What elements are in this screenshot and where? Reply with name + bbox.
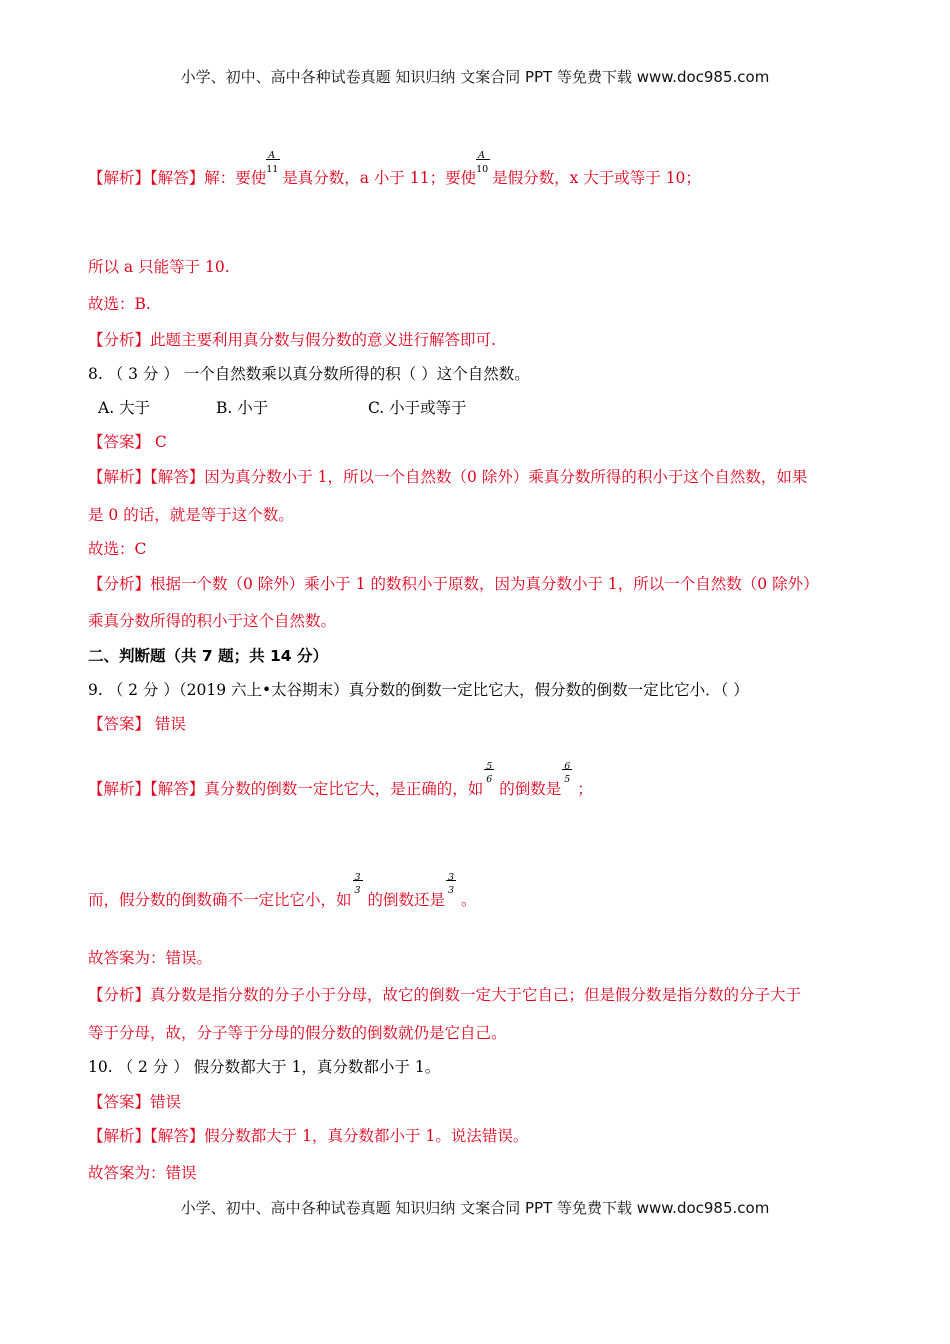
q9-analysis-a: 【解析】【解答】真分数的倒数一定比它大，是正确的，如	[88, 780, 484, 798]
section-heading: 二、判断题（共 7 题；共 14 分）	[88, 647, 328, 665]
fraction-a-over-10: A 10	[476, 150, 489, 175]
q8-option-a: A. 大于	[98, 399, 151, 417]
q10-analysis: 【解析】【解答】假分数都大于 1，真分数都小于 1。说法错误。	[88, 1127, 529, 1145]
q7-choice: 故选：B.	[88, 295, 151, 313]
q7-analysis	[88, 150, 701, 188]
q9-analysis-c: ；	[577, 780, 593, 798]
q8-analysis-line1: 【解析】【解答】因为真分数小于 1，所以一个自然数（0 除外）乘真分数所得的积小于这个自然数，如果	[88, 468, 808, 486]
fraction-a-over-11: A 11	[266, 150, 279, 175]
q10-stem: 10. （ 2 分 ） 假分数都大于 1，真分数都小于 1。	[88, 1058, 441, 1076]
q8-stem: 8. （ 3 分 ） 一个自然数乘以真分数所得的积（ ）这个自然数。	[88, 365, 530, 383]
q8-option-c: C. 小于或等于	[368, 399, 467, 417]
q7-analysis-c: 是假分数，x 大于或等于 10；	[492, 169, 701, 187]
q7-analysis-b: 是真分数，a 小于 11；要使	[282, 169, 477, 187]
fraction-6-over-5: 6 5	[564, 761, 571, 785]
q8-analysis-line2: 是 0 的话，就是等于这个数。	[88, 506, 294, 524]
fraction-3-over-3-b: 3 3	[448, 872, 455, 896]
fraction-3-over-3-a: 3 3	[354, 872, 361, 896]
q9-line2-a: 而，假分数的倒数确不一定比它小，如	[88, 891, 352, 909]
q7-analysis-line2: 所以 a 只能等于 10.	[88, 258, 230, 276]
q9-analysis-line2	[88, 872, 477, 910]
page-footer: 小学、初中、高中各种试卷真题 知识归纳 文案合同 PPT 等免费下载 www.doc985.com	[180, 1199, 770, 1217]
q9-analysis-b: 的倒数是	[499, 780, 562, 798]
q7-analysis-a: 【解析】【解答】解：要使	[88, 169, 267, 187]
q9-answer: 【答案】 错误	[88, 715, 186, 733]
q8-note-line1: 【分析】根据一个数（0 除外）乘小于 1 的数积小于原数，因为真分数小于 1，所以一个自然数（0 除外）	[88, 575, 819, 593]
fraction-5-over-6: 5 6	[486, 761, 493, 785]
q9-stem: 9. （ 2 分 ）（2019 六上•太谷期末）真分数的倒数一定比它大，假分数的倒数一定比它小．（ ）	[88, 681, 749, 699]
q8-option-b: B. 小于	[216, 399, 269, 417]
q9-result: 故答案为：错误。	[88, 949, 213, 967]
q9-note-line1: 【分析】真分数是指分数的分子小于分母，故它的倒数一定大于它自己；但是假分数是指分数的分子大于	[88, 986, 802, 1004]
q7-note: 【分析】此题主要利用真分数与假分数的意义进行解答即可.	[88, 331, 496, 349]
q9-analysis	[88, 761, 593, 799]
q8-note-line2: 乘真分数所得的积小于这个自然数。	[88, 612, 337, 630]
q8-options	[98, 398, 467, 418]
page-header: 小学、初中、高中各种试卷真题 知识归纳 文案合同 PPT 等免费下载 www.doc985.com	[180, 68, 770, 86]
q10-answer: 【答案】错误	[88, 1093, 182, 1111]
q8-answer: 【答案】 C	[88, 433, 167, 451]
q9-line2-b: 的倒数还是	[367, 891, 446, 909]
q10-result: 故答案为：错误	[88, 1164, 197, 1182]
q9-line2-c: 。	[461, 891, 477, 909]
q9-note-line2: 等于分母，故，分子等于分母的假分数的倒数就仍是它自己。	[88, 1024, 507, 1042]
q8-choice: 故选：C	[88, 540, 147, 558]
